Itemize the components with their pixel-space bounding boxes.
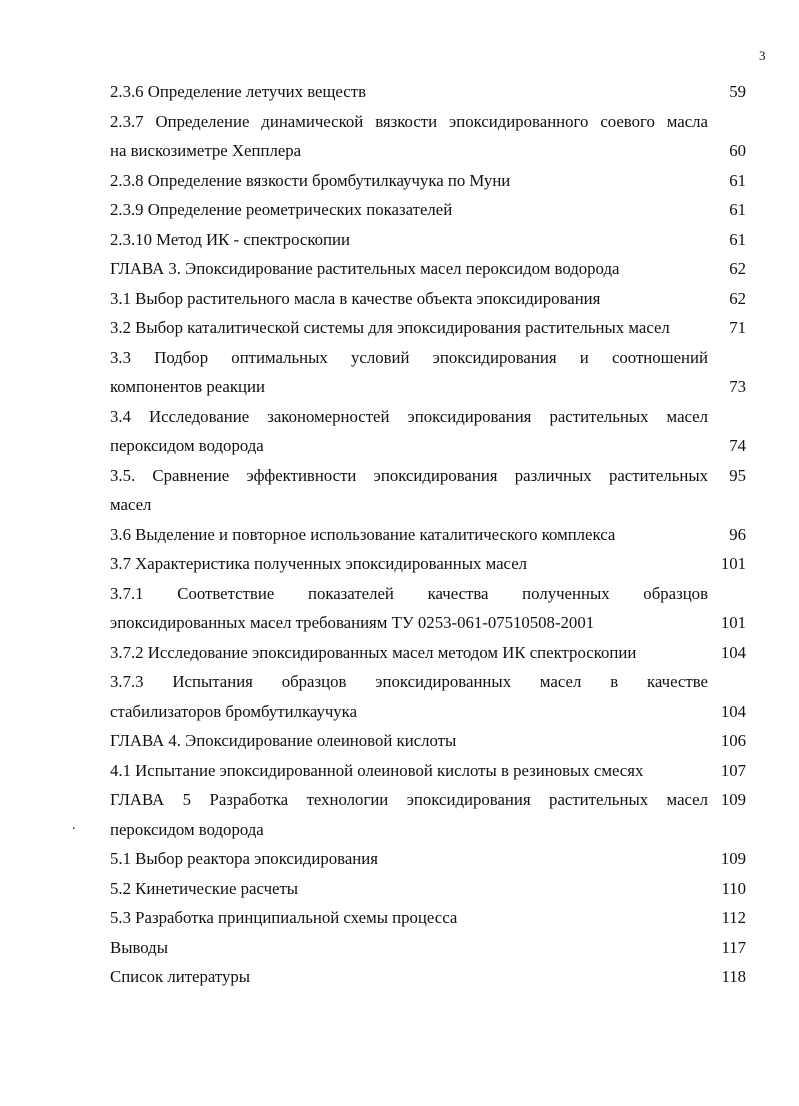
- toc-entry-title: ГЛАВА 3. Эпоксидирование растительных масел пероксидом водорода: [110, 259, 620, 278]
- toc-entry-page: 109: [720, 790, 746, 809]
- toc-entry-page: 110: [721, 878, 746, 898]
- toc-entry-line: [110, 697, 746, 727]
- toc-entry-page: 101: [720, 613, 746, 632]
- toc-entry-line: [110, 933, 746, 963]
- toc-entry-title: 2.3.8 Определение вязкости бромбутилкаучука по Муни: [110, 170, 511, 190]
- toc-entry-page: 104: [720, 642, 746, 662]
- toc-entry-title: 5.1 Выбор реактора эпоксидирования: [110, 849, 378, 868]
- toc-entry-line: [110, 431, 746, 461]
- toc-entry-title: Список литературы: [110, 967, 251, 986]
- toc-entry-title: 5.3 Разработка принципиальной схемы процесса: [110, 908, 458, 927]
- toc-entry-page: 101: [720, 554, 746, 573]
- toc-entry-title: пероксидом водорода: [110, 436, 264, 455]
- toc-entry-line: [110, 402, 746, 432]
- toc-entry-line: [110, 343, 746, 373]
- toc-entry-title: масел: [110, 495, 152, 514]
- toc-entry-title: 3.2 Выбор каталитической системы для эпоксидирования растительных масел: [110, 318, 670, 337]
- toc-entry-page: 117: [721, 937, 746, 957]
- toc-entry-title: 3.5. Сравнение эффективности эпоксидирования различных растительных: [110, 465, 708, 485]
- toc-entry-line: [110, 844, 746, 874]
- toc-entry-page: 74: [729, 436, 746, 455]
- toc-entry-title: 3.6 Выделение и повторное использование каталитического комплекса: [110, 524, 616, 544]
- table-of-contents: [110, 77, 746, 992]
- toc-entry-line: [110, 638, 746, 668]
- stray-mark: .: [72, 818, 76, 833]
- toc-entry-line: [110, 726, 746, 756]
- toc-entry-line: [110, 136, 746, 166]
- toc-entry-title: компонентов реакции: [110, 377, 265, 396]
- toc-entry-line: [110, 461, 746, 491]
- toc-entry-line: [110, 195, 746, 225]
- toc-entry-title: эпоксидированных масел требованиям ТУ 0253-061-07510508-2001: [110, 613, 595, 632]
- toc-entry-line: [110, 225, 746, 255]
- toc-entry-line: [110, 608, 746, 638]
- toc-entry-line: [110, 874, 746, 904]
- toc-entry-line: [110, 490, 746, 520]
- toc-entry-title: 3.7 Характеристика полученных эпоксидированных масел: [110, 554, 528, 573]
- toc-entry-page: 107: [720, 760, 746, 780]
- toc-entry-title: стабилизаторов бромбутилкаучука: [110, 701, 358, 721]
- toc-entry-title: на вискозиметре Хепплера: [110, 141, 302, 160]
- toc-entry-page: 118: [721, 967, 746, 986]
- toc-entry-page: 61: [729, 200, 746, 219]
- toc-entry-page: 62: [729, 259, 746, 278]
- toc-entry-title: 3.1 Выбор растительного масла в качестве объекта эпоксидирования: [110, 288, 601, 308]
- toc-entry-page: 60: [729, 141, 746, 160]
- toc-entry-line: [110, 77, 746, 107]
- toc-entry-page: 112: [721, 908, 746, 927]
- toc-entry-title: пероксидом водорода: [110, 819, 264, 839]
- toc-entry-line: [110, 372, 746, 402]
- toc-entry-page: 106: [720, 731, 746, 750]
- toc-entry-page: 73: [729, 377, 746, 396]
- toc-entry-title: 3.7.1 Соответствие показателей качества полученных образцов: [110, 583, 708, 603]
- toc-entry-line: [110, 579, 746, 609]
- toc-entry-title: 2.3.7 Определение динамической вязкости эпоксидированного соевого масла: [110, 111, 708, 131]
- toc-entry-title: 3.3 Подбор оптимальных условий эпоксидирования и соотношений: [110, 347, 708, 367]
- toc-entry-page: 59: [729, 82, 746, 101]
- toc-entry-line: [110, 962, 746, 992]
- toc-entry-page: 96: [729, 524, 746, 544]
- toc-entry-title: 5.2 Кинетические расчеты: [110, 878, 299, 898]
- toc-entry-line: [110, 166, 746, 196]
- toc-entry-page: 109: [720, 849, 746, 868]
- page-number: 3: [759, 48, 766, 63]
- toc-entry-line: [110, 667, 746, 697]
- toc-entry-line: [110, 815, 746, 845]
- toc-entry-title: ГЛАВА 4. Эпоксидирование олеиновой кислоты: [110, 731, 457, 750]
- toc-entry-title: 3.4 Исследование закономерностей эпоксидирования растительных масел: [110, 406, 708, 426]
- toc-entry-line: [110, 107, 746, 137]
- toc-entry-title: 3.7.3 Испытания образцов эпоксидированных масел в качестве: [110, 672, 708, 691]
- toc-entry-line: [110, 284, 746, 314]
- toc-entry-title: ГЛАВА 5 Разработка технологии эпоксидирования растительных масел: [110, 790, 708, 809]
- toc-entry-page: 104: [720, 701, 746, 721]
- toc-entry-line: [110, 549, 746, 579]
- toc-entry-line: [110, 756, 746, 786]
- toc-entry-page: 62: [729, 288, 746, 308]
- toc-entry-title: Выводы: [110, 937, 168, 957]
- toc-entry-page: 61: [729, 170, 746, 190]
- toc-entry-title: 2.3.6 Определение летучих веществ: [110, 82, 366, 101]
- toc-entry-title: 4.1 Испытание эпоксидированной олеиновой кислоты в резиновых смесях: [110, 760, 644, 780]
- toc-entry-title: 3.7.2 Исследование эпоксидированных масел методом ИК спектроскопии: [110, 642, 637, 662]
- toc-entry-page: 71: [729, 318, 746, 337]
- toc-entry-line: [110, 903, 746, 933]
- toc-entry-page: 95: [729, 465, 746, 485]
- toc-entry-line: [110, 785, 746, 815]
- toc-entry-line: [110, 254, 746, 284]
- toc-entry-title: 2.3.10 Метод ИК - спектроскопии: [110, 229, 350, 249]
- toc-entry-line: [110, 520, 746, 550]
- toc-entry-page: 61: [729, 229, 746, 249]
- toc-entry-title: 2.3.9 Определение реометрических показателей: [110, 200, 453, 219]
- toc-entry-line: [110, 313, 746, 343]
